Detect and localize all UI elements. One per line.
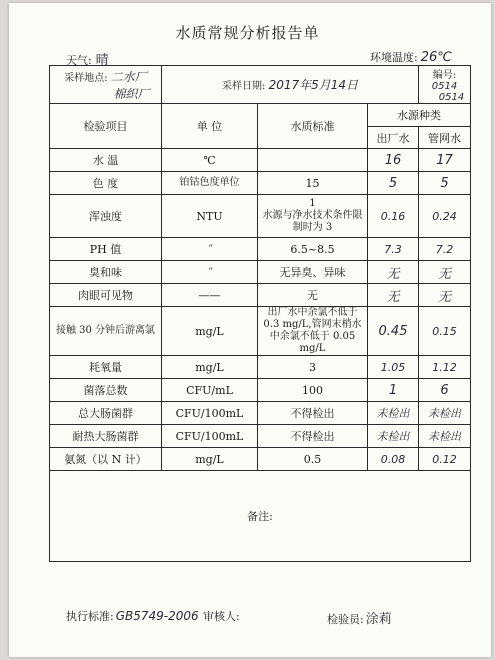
row-standard-line1: 1 xyxy=(309,198,316,209)
row-item: 氨氮（以 N 计） xyxy=(50,448,162,471)
row-unit: —— xyxy=(162,284,258,307)
header-info-row xyxy=(50,66,471,104)
env-temp-label: 环境温度: xyxy=(370,51,418,64)
row-unit: ℃ xyxy=(162,149,258,172)
table-row xyxy=(50,172,471,195)
sample-date-value: 2017年5月14日 xyxy=(268,78,359,92)
execution-standard xyxy=(66,608,199,624)
row-unit: CFU/100mL xyxy=(162,402,258,425)
row-unit: 铂钴色度单位 xyxy=(162,172,258,195)
row-unit: CFU/100mL xyxy=(162,425,258,448)
table-row xyxy=(50,307,471,356)
inspector-label: 检验员: xyxy=(327,613,364,626)
table-row xyxy=(50,238,471,261)
row-pipe-value: 无 xyxy=(419,284,471,307)
sample-location-label: 采样地点: xyxy=(64,72,108,84)
table-row xyxy=(50,284,471,307)
row-item: 水 温 xyxy=(50,149,162,172)
serial-value-1: 0514 xyxy=(431,81,458,92)
row-pipe-value: 7.2 xyxy=(419,238,471,261)
sample-location-cell xyxy=(50,66,162,104)
row-unit: NTU xyxy=(162,195,258,238)
row-pipe-value: 5 xyxy=(419,172,471,195)
env-temp-field xyxy=(370,49,452,65)
execution-standard-value: GB5749-2006 xyxy=(115,609,199,623)
header-item: 检验项目 xyxy=(50,104,162,149)
row-standard-line2: 水源与净水技术条件限制时为 3 xyxy=(262,210,363,233)
row-item: 菌落总数 xyxy=(50,379,162,402)
row-outlet-value: 0.16 xyxy=(368,195,419,238)
row-item: PH 值 xyxy=(50,238,162,261)
row-standard: 3 xyxy=(258,356,368,379)
row-outlet-value: 0.08 xyxy=(368,448,419,471)
row-pipe-value: 6 xyxy=(419,379,471,402)
row-item: 浑浊度 xyxy=(50,195,162,238)
row-pipe-value: 1.12 xyxy=(419,356,471,379)
env-temp-value: 26℃ xyxy=(420,50,452,65)
row-pipe-value: 0.24 xyxy=(419,195,471,238)
row-item: 臭和味 xyxy=(50,261,162,284)
sample-date-cell xyxy=(162,66,419,104)
row-standard: 出厂水中余氯不低于 0.3 mg/L,管网末梢水中余氯不低于 0.05 mg/L xyxy=(258,307,368,356)
row-standard xyxy=(258,149,368,172)
row-pipe-value: 17 xyxy=(419,149,471,172)
weather-value: 晴 xyxy=(95,53,109,68)
row-unit-ditto-mark: ’’ xyxy=(162,261,258,284)
row-pipe-value: 0.12 xyxy=(419,448,471,471)
row-outlet-value: 0.45 xyxy=(368,307,419,356)
serial-value-2: 0514 xyxy=(438,92,465,103)
row-outlet-value: 5 xyxy=(368,172,419,195)
row-standard xyxy=(258,195,368,238)
table-row xyxy=(50,195,471,238)
row-outlet-value: 1 xyxy=(368,379,419,402)
row-unit-ditto-mark: ’’ xyxy=(162,238,258,261)
row-item: 色 度 xyxy=(50,172,162,195)
row-outlet-value: 无 xyxy=(368,261,419,284)
header-pipe: 管网水 xyxy=(419,127,471,149)
row-standard: 不得检出 xyxy=(258,402,368,425)
row-item: 耗氧量 xyxy=(50,356,162,379)
row-standard: 不得检出 xyxy=(258,425,368,448)
row-pipe-value: 未检出 xyxy=(419,425,471,448)
row-item: 接触 30 分钟后游离氯 xyxy=(50,307,162,356)
row-standard: 15 xyxy=(258,172,368,195)
header-source: 水源种类 xyxy=(368,104,471,127)
row-outlet-value: 1.05 xyxy=(368,356,419,379)
table-row xyxy=(50,448,471,471)
row-item: 总大肠菌群 xyxy=(50,402,162,425)
table-row xyxy=(50,261,471,284)
row-pipe-value: 无 xyxy=(419,261,471,284)
row-unit: mg/L xyxy=(162,307,258,356)
row-outlet-value: 无 xyxy=(368,284,419,307)
report-table xyxy=(49,65,471,562)
report-title: 水质常规分析报告单 xyxy=(175,24,320,42)
inspector-field xyxy=(327,608,392,627)
row-standard: 6.5~8.5 xyxy=(258,238,368,261)
serial-label: 编号: xyxy=(432,70,457,81)
row-outlet-value: 16 xyxy=(368,149,419,172)
header-unit: 单 位 xyxy=(162,104,258,149)
execution-standard-label: 执行标准: xyxy=(66,610,114,623)
header-standard: 水质标准 xyxy=(258,104,368,149)
remarks-row xyxy=(50,471,471,562)
row-item: 肉眼可见物 xyxy=(50,284,162,307)
table-row xyxy=(50,356,471,379)
sample-location-line1: 二水厂 xyxy=(110,69,147,84)
row-unit: mg/L xyxy=(162,448,258,471)
sample-date-label: 采样日期: xyxy=(222,81,266,92)
row-outlet-value: 7.3 xyxy=(368,238,419,261)
remarks-label: 备注: xyxy=(50,471,471,562)
table-row xyxy=(50,402,471,425)
row-unit: CFU/mL xyxy=(162,379,258,402)
row-pipe-value: 未检出 xyxy=(419,402,471,425)
column-header-row xyxy=(50,104,471,127)
reviewer-field xyxy=(203,608,240,624)
table-row xyxy=(50,149,471,172)
serial-cell xyxy=(419,66,471,104)
sample-location-line2: 棉织厂 xyxy=(113,86,150,101)
header-outlet: 出厂水 xyxy=(368,127,419,149)
row-pipe-value: 0.15 xyxy=(419,307,471,356)
row-unit: mg/L xyxy=(162,356,258,379)
weather-label: 天气: xyxy=(66,54,92,67)
table-row xyxy=(50,379,471,402)
table-row xyxy=(50,425,471,448)
row-outlet-value: 未检出 xyxy=(368,402,419,425)
row-standard: 无 xyxy=(258,284,368,307)
row-outlet-value: 未检出 xyxy=(368,425,419,448)
row-standard: 100 xyxy=(258,379,368,402)
row-item: 耐热大肠菌群 xyxy=(50,425,162,448)
row-standard: 0.5 xyxy=(258,448,368,471)
reviewer-label: 审核人: xyxy=(203,610,240,623)
row-standard: 无异臭、异味 xyxy=(258,261,368,284)
inspector-signature: 涂莉 xyxy=(365,612,392,627)
